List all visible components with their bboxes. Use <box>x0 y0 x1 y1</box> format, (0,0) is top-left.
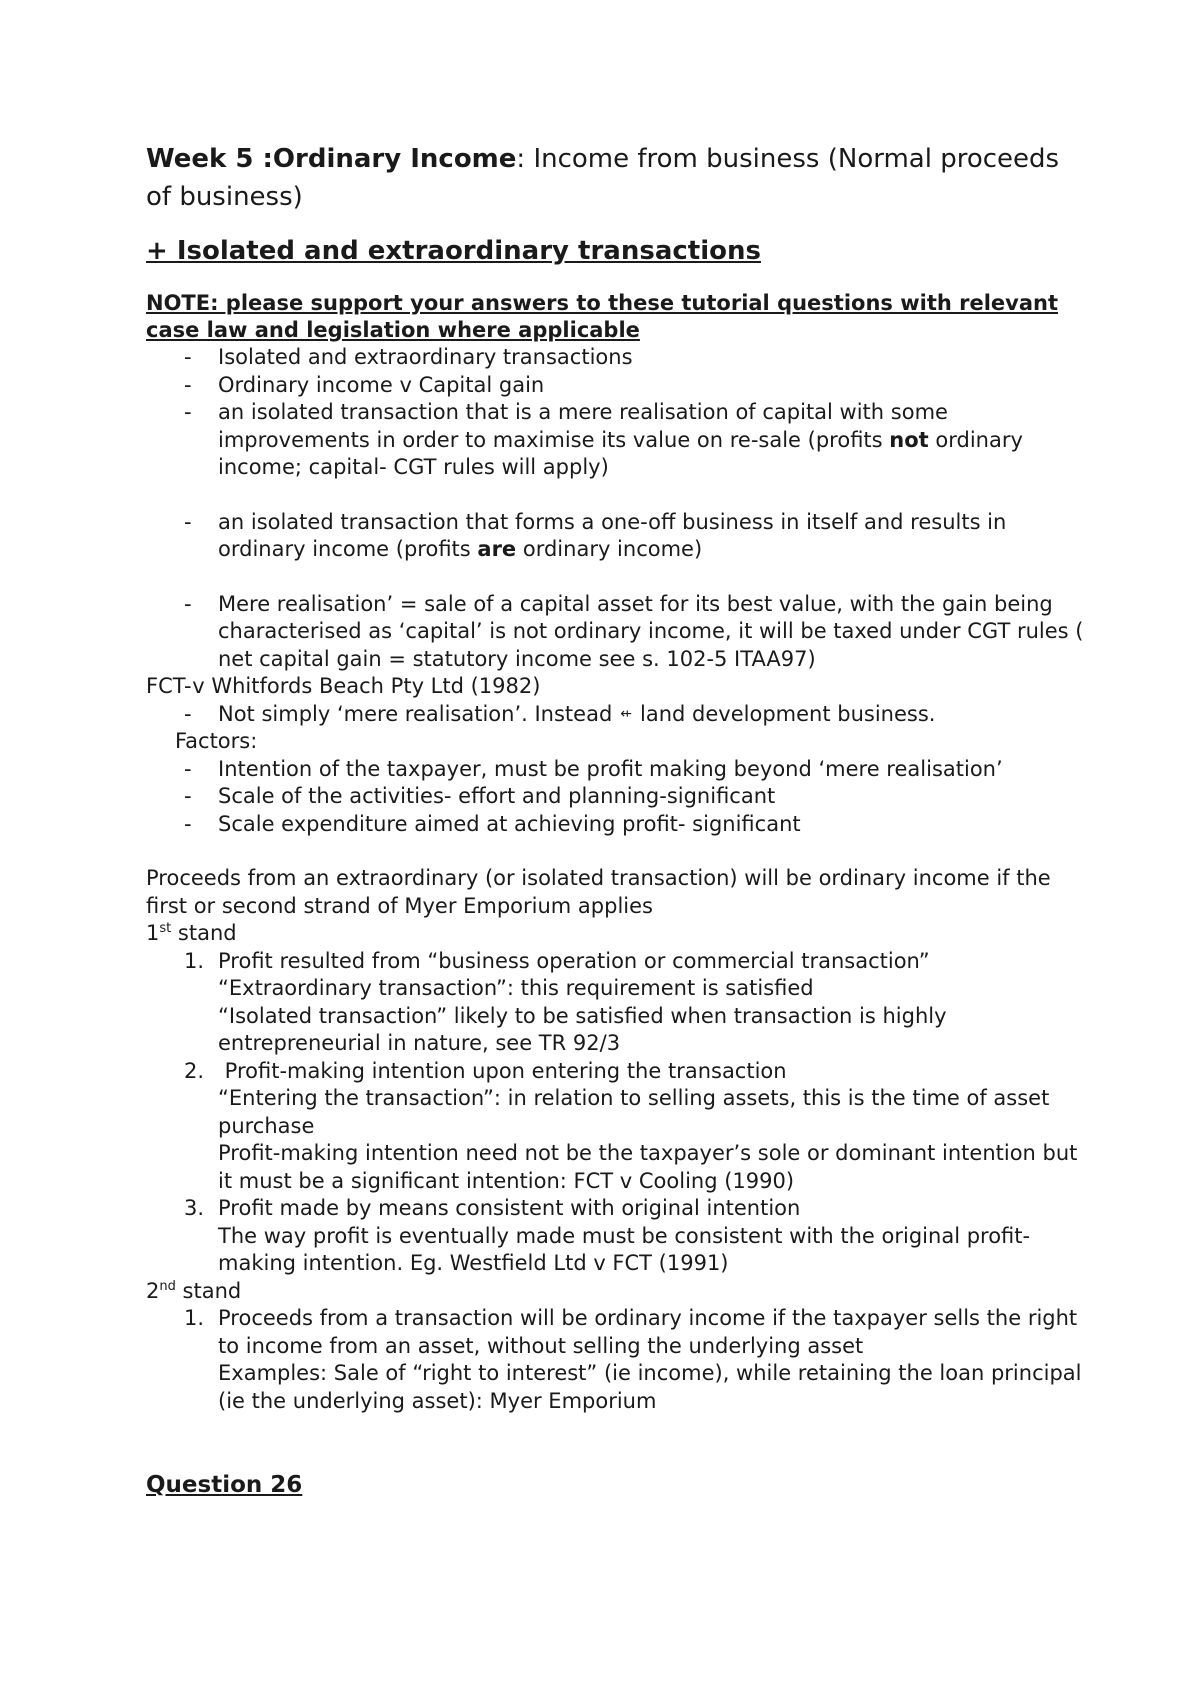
list-item: - Scale of the activities- effort and planning-significant <box>146 783 1086 811</box>
list-item: - Isolated and extraordinary transactions <box>146 344 1086 372</box>
list-item: - Scale expenditure aimed at achieving profit- significant <box>146 811 1086 839</box>
list-item <box>146 1058 1086 1196</box>
factors-list <box>146 756 1086 839</box>
text-span: 2 <box>146 1278 160 1303</box>
line: Profit resulted from “business operation or commercial transaction” <box>218 948 930 973</box>
arrow-icon: ⇷ <box>620 705 633 722</box>
bold-span: not <box>889 427 929 452</box>
text-span: an isolated transaction that is a mere realisation of capital with some improvements in order to maximise its value on re-sale (profits <box>218 400 948 452</box>
text-span: ordinary income; capital- CGT rules will apply) <box>218 427 1023 479</box>
tutorial-note: NOTE: please support your answers to these tutorial questions with relevant case law and legislation where applicable <box>146 291 1059 342</box>
superscript: nd <box>159 1278 176 1294</box>
list-item-isolated-capital <box>146 399 1086 482</box>
title-rest: : Income from business (Normal proceeds of business) <box>146 144 1060 212</box>
second-strand-list <box>146 1305 1086 1415</box>
list-item-mere-realisation: - Mere realisation’ = sale of a capital asset for its best value, with the gain being characterised as ‘capital’ is not ordinary income, it will be taxed under CGT rules ( net capital gain = statutory income see s. 102-5 ITAA97) <box>146 591 1086 674</box>
factors-label: Factors: <box>175 729 258 753</box>
line: Profit made by means consistent with original intention <box>218 1196 801 1220</box>
text-span: an isolated transaction that forms a one-off business in itself and results in ordinary income (profits <box>218 509 1007 561</box>
page-title <box>146 140 1086 216</box>
list-number: 1. <box>184 948 205 973</box>
line: Examples: Sale of “right to interest” (ie income), while retaining the loan principal (ie the underlying asset): Myer Emporium <box>218 1361 1082 1413</box>
list-item <box>146 948 1086 1058</box>
document-page <box>146 140 1086 1500</box>
list-item: - Ordinary income v Capital gain <box>146 372 1086 400</box>
list-item: - Intention of the taxpayer, must be profit making beyond ‘mere realisation’ <box>146 756 1086 784</box>
list-number: 2. <box>184 1058 205 1083</box>
whitfords-list <box>146 701 1086 729</box>
line: Profit-making intention need not be the taxpayer’s sole or dominant intention but it must be a significant intention: FCT v Cooling (1990) <box>218 1141 1078 1193</box>
title-bold: Week 5 :Ordinary Income <box>146 144 517 174</box>
proceeds-paragraph: Proceeds from an extraordinary (or isolated transaction) will be ordinary income if the first or second strand of Myer Emporium applies <box>146 866 1051 918</box>
line: Profit-making intention upon entering the transaction <box>218 1058 787 1083</box>
intro-list <box>146 344 1086 673</box>
first-strand-label <box>146 920 1086 948</box>
text-span: stand <box>175 1278 242 1303</box>
line: Proceeds from a transaction will be ordinary income if the taxpayer sells the right to income from an asset, without selling the underlying asset <box>218 1306 1078 1358</box>
text-span: ordinary income) <box>516 537 703 561</box>
question-heading: Question 26 <box>146 1472 303 1498</box>
line: “Extraordinary transaction”: this requirement is satisfied <box>218 976 814 1000</box>
list-number: 3. <box>184 1196 205 1220</box>
superscript: st <box>159 921 172 936</box>
list-item <box>146 1195 1086 1278</box>
subheading: + Isolated and extraordinary transactions <box>146 236 761 266</box>
text-span: stand <box>171 921 237 945</box>
line: The way profit is eventually made must be consistent with the original profit-making intention. Eg. Westfield Ltd v FCT (1991) <box>218 1223 1031 1275</box>
list-number: 1. <box>184 1306 205 1330</box>
line: “Isolated transaction” likely to be satisfied when transaction is highly entrepreneurial in nature, see TR 92/3 <box>218 1003 947 1055</box>
spacer <box>146 838 1086 865</box>
text-span: Not simply ‘mere realisation’. Instead <box>218 701 613 726</box>
second-strand-label <box>146 1278 1086 1306</box>
text-span: 1 <box>146 921 160 945</box>
line: “Entering the transaction”: in relation to selling assets, this is the time of asset purchase <box>218 1086 1050 1138</box>
list-item <box>146 701 1086 729</box>
bold-span: are <box>477 537 517 561</box>
first-strand-list <box>146 948 1086 1278</box>
text-span: land development business. <box>640 701 936 726</box>
list-item <box>146 1305 1086 1415</box>
list-item-isolated-business <box>146 509 1086 564</box>
case-whitfords: FCT v Whitfords Beach Pty Ltd (1982) <box>146 674 541 698</box>
